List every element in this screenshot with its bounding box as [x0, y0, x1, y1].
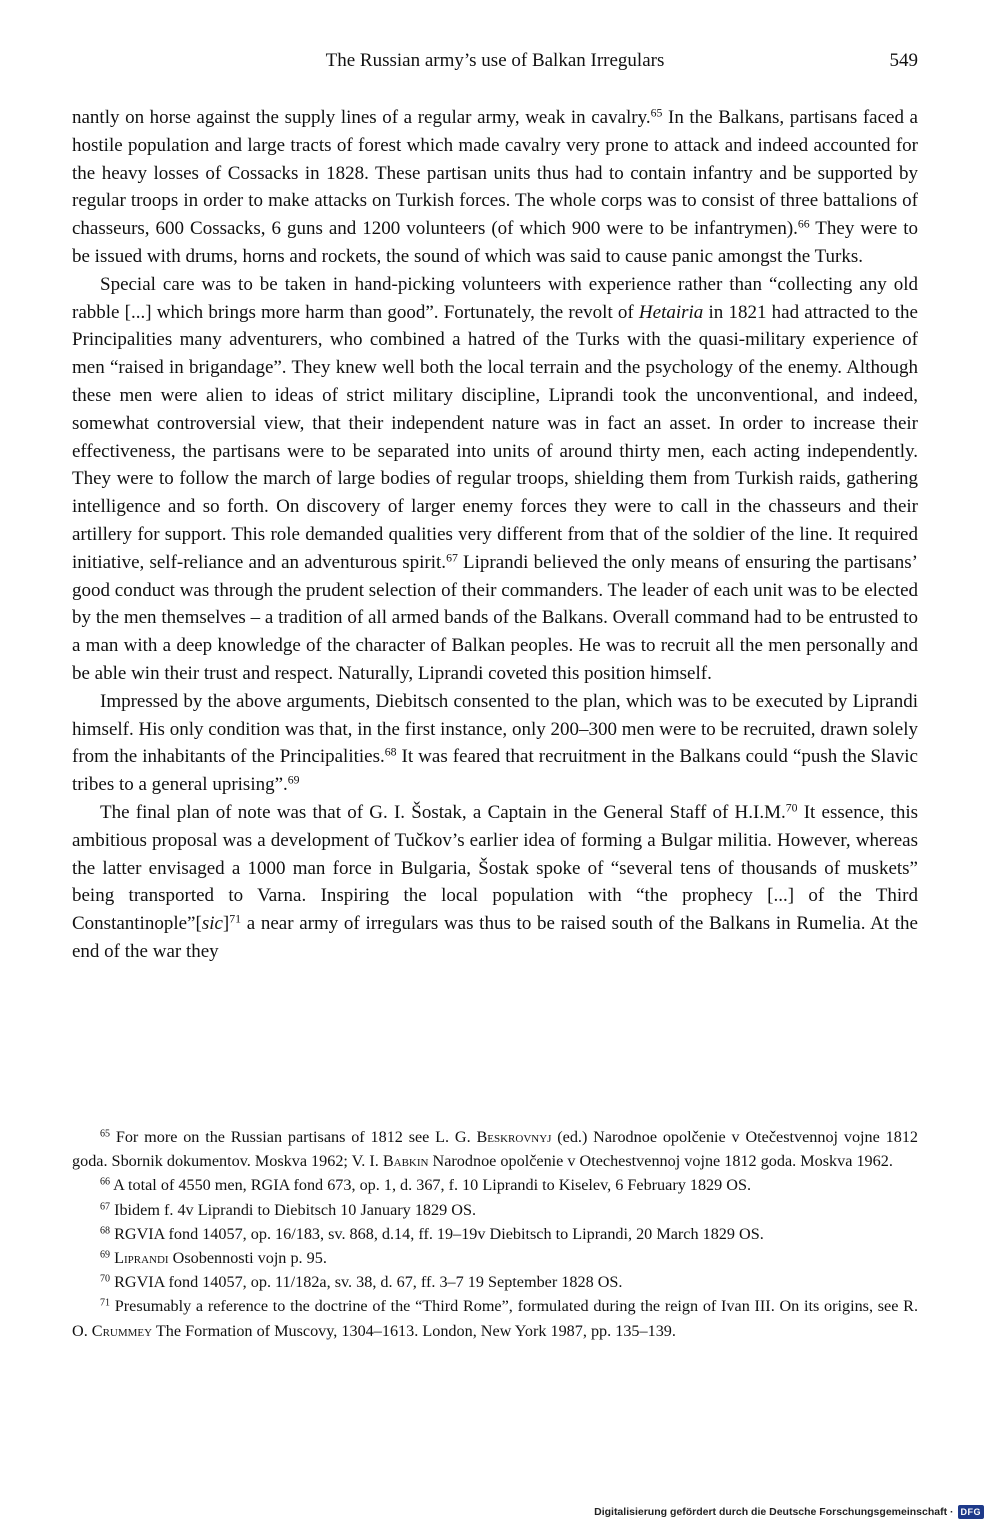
digitization-credit — [594, 1505, 984, 1519]
text-run: The Formation of Muscovy, 1304–1613. London, New York 1987, pp. 135–139. — [152, 1321, 676, 1340]
author-name: Liprandi — [114, 1249, 169, 1268]
footnote — [72, 1294, 918, 1342]
footnote-ref: 71 — [229, 912, 242, 926]
text-run: Special care was to be taken in hand-picking volunteers with experience rather than “collecting any old rabble [...] which brings more harm than good”. Fortunately, the revolt of — [72, 273, 918, 323]
author-name: Beskrovnyj — [476, 1128, 552, 1146]
italic-run: sic — [201, 913, 223, 935]
text-run: Osobennosti vojn p. 95. — [168, 1249, 327, 1268]
text-run: Presumably a reference to the doctrine of the “Third Rome”, formulated during the reign of Ivan III. On its origins, see R. O. — [72, 1297, 918, 1340]
footnote-ref: 67 — [100, 1201, 111, 1213]
text-run: For more on the Russian partisans of 1812 see L. G. — [110, 1128, 477, 1146]
running-title: The Russian army’s use of Balkan Irregulars — [325, 50, 665, 71]
footnote-ref: 65 — [650, 106, 663, 120]
text-run: It was feared that recruitment in the Balkans could “push the Slavic tribes to a general uprising”. — [72, 746, 918, 796]
footnote-ref: 69 — [287, 773, 300, 787]
footnote-ref: 68 — [384, 745, 397, 759]
footnote-ref: 68 — [100, 1225, 111, 1237]
author-name: Babkin — [382, 1152, 429, 1171]
text-run: Impressed by the above arguments, Diebitsch consented to the plan, which was to be executed by Liprandi himself. His only condition was that, in the first instance, only 200–300 men were to be recruited, drawn solely from the inhabitants of the Principalities. — [72, 690, 918, 768]
paragraph — [72, 271, 918, 688]
text-run: nantly on horse against the supply lines of a regular army, weak in cavalry. — [72, 107, 651, 128]
text-run: RGVIA fond 14057, op. 16/183, sv. 868, d.14, ff. 19–19v Diebitsch to Liprandi, 20 March 1829 OS. — [110, 1224, 764, 1243]
page-number: 549 — [889, 50, 918, 71]
text-run: The final plan of note was that of G. I. Šostak, a Captain in the General Staff of H.I.M. — [100, 801, 786, 823]
dfg-logo-icon: DFG — [958, 1505, 985, 1519]
footnote-ref: 67 — [446, 551, 458, 565]
footnote — [72, 1270, 918, 1294]
text-run: A total of 4550 men, RGIA fond 673, op. 1, d. 367, f. 10 Liprandi to Kiselev, 6 February 1829 OS. — [110, 1176, 752, 1195]
footnote-ref: 65 — [100, 1128, 111, 1140]
text-run: In the Balkans, partisans faced a hostile population and large tracts of forest which made cavalry very prone to attack and indeed accounted for the heavy losses of Cossacks in 1828. These partisan units thus had to contain infantry and be supported by regular troops in order to make attacks on Turkish forces. The whole corps was to consist of three battalions of chasseurs, 600 Cossacks, 6 guns and 1200 volunteers (of which 900 were to be infantrymen). — [72, 107, 918, 240]
footnote — [72, 1125, 918, 1173]
footnote-ref: 70 — [100, 1273, 111, 1285]
footnote — [72, 1222, 918, 1246]
footnotes — [72, 1125, 918, 1343]
text-run: RGVIA fond 14057, op. 11/182a, sv. 38, d. 67, ff. 3–7 19 September 1828 OS. — [110, 1273, 623, 1292]
paragraph — [72, 104, 918, 271]
running-header — [72, 50, 918, 78]
text-run: It essence, this ambitious proposal was a development of Tučkov’s earlier idea of forming a Bulgar militia. However, whereas the latter envisaged a 1000 man force in Bulgaria, Šostak spoke of “several tens of thousands of muskets” being transported to Varna. Inspiring the local population with “the prophecy [...] of the Third Constantinople”[ — [72, 801, 919, 935]
text-run: Liprandi believed the only means of ensuring the partisans’ good conduct was through the prudent selection of their commanders. The leader of each unit was to be elected by the men themselves – a tradition of all armed bands of the Balkans. Overall command had to be entrusted to a man with a deep knowledge of the character of Balkan peoples. He was to recruit all the men personally and be able win their trust and respect. Naturally, Liprandi coveted this position himself. — [72, 551, 918, 684]
text-run: Ibidem f. 4v Liprandi to Diebitsch 10 January 1829 OS. — [110, 1200, 476, 1219]
paragraph — [72, 688, 918, 799]
footnote-ref: 70 — [785, 801, 798, 815]
text-run: Narodnoe opolčenie v Otechestvennoj vojne 1812 goda. Moskva 1962. — [428, 1152, 893, 1171]
author-name: Crummey — [91, 1321, 153, 1340]
footnote — [72, 1246, 918, 1270]
credit-text: Digitalisierung gefördert durch die Deutsche Forschungsgemeinschaft · — [594, 1506, 954, 1518]
text-run: (ed.) Narodnoe opolčenie v Otečestvennoj vojne 1812 goda. Sbornik dokumentov. Moskva 1962; V. I. — [72, 1128, 919, 1171]
footnote-ref: 71 — [100, 1297, 111, 1309]
main-text — [72, 104, 918, 966]
footnote — [72, 1198, 918, 1222]
footnote-ref: 66 — [100, 1176, 111, 1188]
footnote — [72, 1173, 918, 1197]
footnote-ref: 69 — [100, 1249, 111, 1261]
text-run: in 1821 had attracted to the Principalities many adventurers, who combined a hatred of the Turks with the quasi-military experience of men “raised in brigandage”. They knew well both the local terrain and the psychology of the enemy. Although these men were alien to ideas of strict military discipline, Liprandi took the unconventional, and indeed, somewhat controversial view, that their independent nature was in fact an asset. In order to increase their effectiveness, the partisans were to be separated into units of around thirty men, each acting independently. They were to follow the march of large bodies of regular troops, shielding them from Turkish raids, gathering intelligence and so forth. On discovery of larger enemy forces they were to call in the chasseurs and their artillery for support. This role demanded qualities very different from that of the soldier of the line. It required initiative, self-reliance and an adventurous spirit. — [72, 301, 918, 573]
italic-run: Hetairia — [638, 301, 704, 323]
text-run: a near army of irregulars was thus to be raised south of the Balkans in Rumelia. At the end of the war they — [72, 913, 918, 962]
paragraph — [72, 799, 918, 966]
text-run: ] — [222, 913, 230, 935]
text-run: They were to be issued with drums, horns and rockets, the sound of which was said to cause panic amongst the Turks. — [72, 218, 919, 267]
footnote-ref: 66 — [797, 217, 810, 231]
